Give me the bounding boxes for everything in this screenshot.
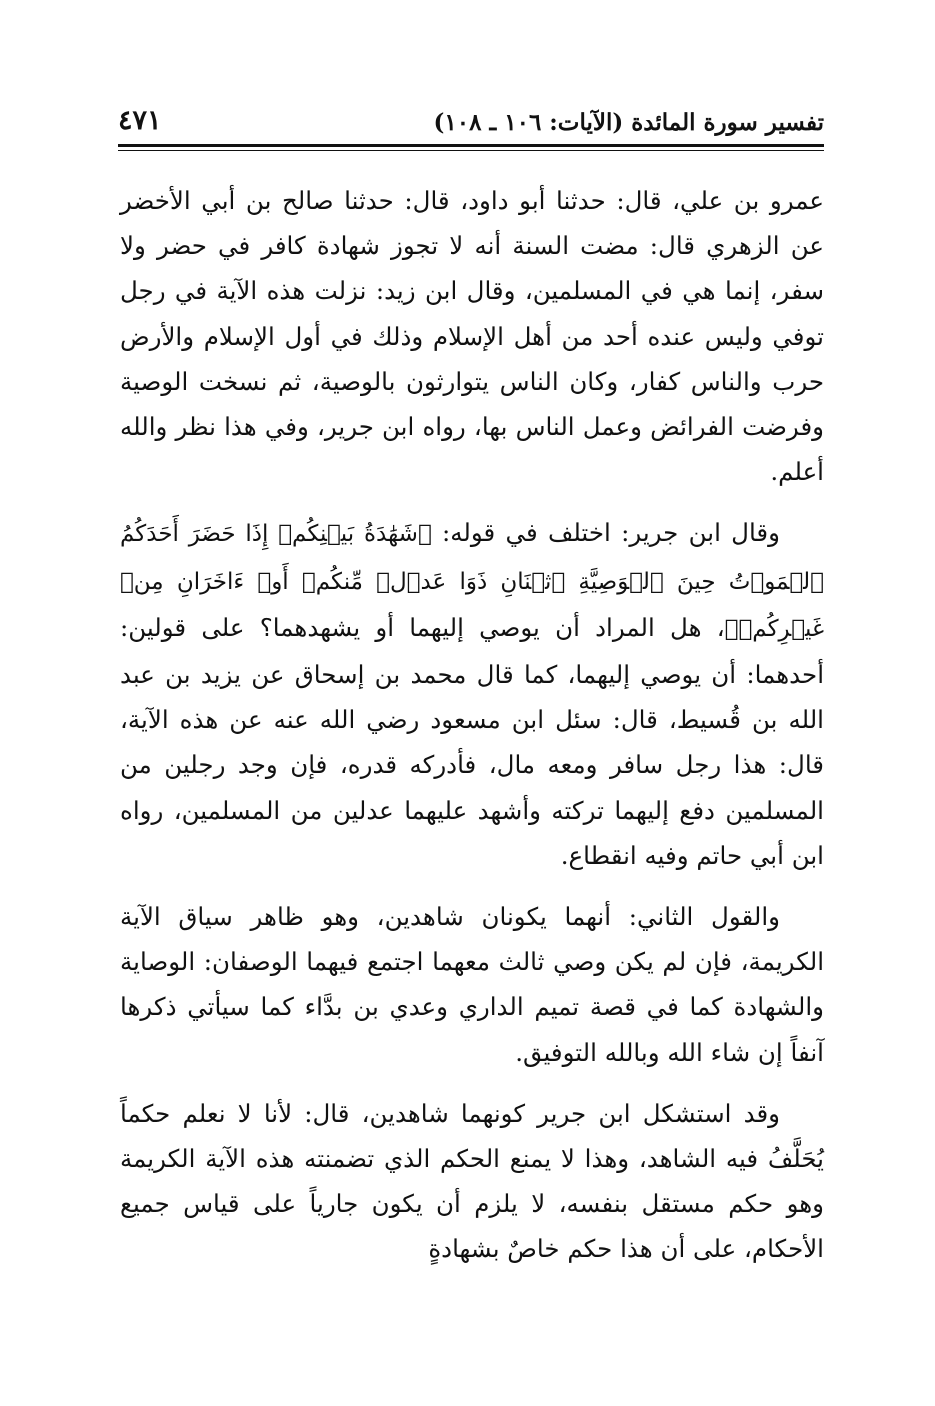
quran-verse: ﴿شَهَٰدَةُ بَيۡنِكُمۡ إِذَا حَضَرَ أَحَدَكُمُ ٱلۡمَوۡتُ حِينَ ٱلۡوَصِيَّةِ ٱثۡنَانِ ذَوَا عَدۡلٖ مِّنكُمۡ أَوۡ ءَاخَرَانِ مِنۡ غَيۡرِكُمۡ﴾ — [120, 521, 824, 642]
page-number: ٤٧١ — [118, 105, 162, 136]
body-text — [120, 178, 824, 1272]
header-rule-thin — [118, 150, 824, 151]
running-title: تفسير سورة المائدة (الآيات: ١٠٦ ـ ١٠٨) — [433, 109, 824, 136]
paragraph-text: وقال ابن جرير: اختلف في قوله: — [431, 518, 780, 548]
paragraph-3 — [120, 894, 824, 1075]
paragraph-text: عمرو بن علي، قال: حدثنا أبو داود، قال: حدثنا صالح بن أبي الأخضر عن الزهري قال: مضت السنة أنه لا تجوز شهادة كافر في حضر ولا سفر، إنما هي في المسلمين، وقال ابن زيد: نزلت هذه الآية في رجل توفي وليس عنده أحد من أهل الإسلام وذلك في أول الإسلام والأرض حرب والناس كفار، وكان الناس يتوارثون بالوصية، ثم نسخت الوصية وفرضت الفرائض وعمل الناس بها، رواه ابن جرير، وفي هذا نظر والله أعلم. — [120, 186, 824, 487]
running-header — [118, 105, 824, 145]
paragraph-4 — [120, 1091, 824, 1272]
header-rule-thick — [118, 144, 824, 147]
paragraph-1 — [120, 178, 824, 494]
paragraph-text: ، هل المراد أن يوصي إليهما أو يشهدهما؟ على قولين: أحدهما: أن يوصي إليهما، كما قال محمد بن إسحاق عن يزيد بن عبد الله بن قُسيط، قال: سئل ابن مسعود رضي الله عنه عن هذه الآية، قال: هذا رجل سافر ومعه مال، فأدركه قدره، فإن وجد رجلين من المسلمين دفع إليهما تركته وأشهد عليهما عدلين من المسلمين، رواه ابن أبي حاتم وفيه انقطاع. — [120, 612, 824, 870]
paragraph-text: وقد استشكل ابن جرير كونهما شاهدين، قال: لأنا لا نعلم حكماً يُحَلَّفُ فيه الشاهد، وهذا لا يمنع الحكم الذي تضمنته هذه الآية الكريمة وهو حكم مستقل بنفسه، لا يلزم أن يكون جارياً على قياس جميع الأحكام، على أن هذا حكم خاصٌ بشهادةٍ — [120, 1098, 825, 1264]
paragraph-2 — [120, 510, 824, 878]
paragraph-text: والقول الثاني: أنهما يكونان شاهدين، وهو ظاهر سياق الآية الكريمة، فإن لم يكن وصي ثالث معهما اجتمع فيهما الوصفان: الوصاية والشهادة كما في قصة تميم الداري وعدي بن بدَّاء كما سيأتي ذكرها آنفاً إن شاء الله وبالله التوفيق. — [120, 902, 824, 1067]
